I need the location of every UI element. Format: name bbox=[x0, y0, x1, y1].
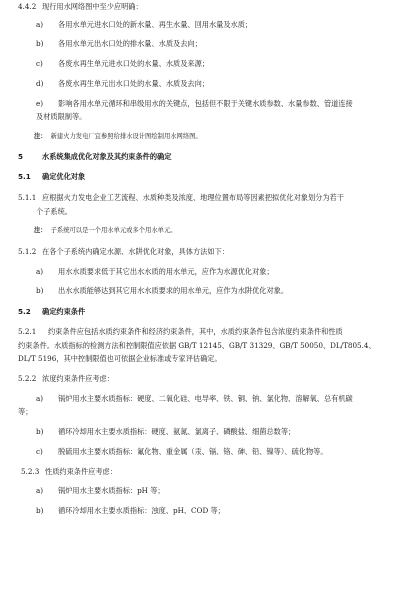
item-label: a) bbox=[36, 266, 44, 276]
section-number: 5 bbox=[18, 151, 24, 161]
clause-5-2-3 bbox=[18, 467, 386, 477]
section-5-heading bbox=[18, 152, 386, 162]
clause-continuation bbox=[18, 207, 386, 217]
item-text: 循环冷却用水主要水质指标：浊度、pH、COD 等； bbox=[58, 505, 225, 515]
clause-number: 5.2.1 bbox=[18, 326, 37, 336]
item-text: 各用水单元出水口处的排水量、水质及去向； bbox=[58, 39, 202, 49]
section-title: 水系统集成优化对象及其约束条件的确定 bbox=[42, 151, 172, 161]
clause-continuation bbox=[18, 354, 386, 364]
item-label: c) bbox=[36, 446, 43, 456]
list-item bbox=[18, 39, 386, 49]
clause-5-1-1 bbox=[18, 193, 386, 203]
clause-4-4-2 bbox=[18, 2, 386, 12]
item-text: 出水水质能够达到其它用水水质要求的用水单元，应作为水阱优化对象。 bbox=[58, 286, 289, 296]
item-label: a) bbox=[36, 393, 44, 403]
list-item bbox=[18, 59, 386, 69]
item-label: b) bbox=[36, 427, 44, 437]
list-item-continuation bbox=[18, 112, 386, 122]
item-label: b) bbox=[36, 39, 44, 49]
note-text: 新建火力发电厂宜参照给排水设计图绘制用水网络图。 bbox=[50, 133, 202, 141]
clause-number: 5.2.2 bbox=[18, 373, 37, 383]
section-5-1-heading bbox=[18, 172, 386, 182]
clause-text: 浓度约束条件应考虑： bbox=[42, 373, 114, 383]
clause-text-cont: 个子系统。 bbox=[36, 206, 72, 216]
note-text: 子系统可以是一个用水单元或多个用水单元。 bbox=[50, 227, 177, 235]
section-number: 5.1 bbox=[18, 172, 31, 182]
list-item bbox=[18, 267, 386, 277]
list-item bbox=[18, 394, 386, 404]
item-text: 各用水单元进水口处的新水量、再生水量、回用水量及水质； bbox=[58, 19, 253, 29]
list-item bbox=[18, 506, 386, 516]
clause-text: 在各个子系统内确定水源、水阱优化对象，具体方法如下： bbox=[42, 246, 229, 256]
section-title: 确定优化对象 bbox=[42, 172, 86, 182]
item-text-cont: 及材质限制等。 bbox=[36, 112, 87, 122]
list-item bbox=[18, 286, 386, 296]
clause-number: 5.2.3 bbox=[21, 466, 40, 476]
item-label: b) bbox=[36, 505, 44, 515]
item-text: 各废水再生单元进水口处的水量、水质及来源； bbox=[58, 59, 209, 69]
item-label: d) bbox=[36, 78, 44, 88]
section-5-2-heading bbox=[18, 307, 386, 317]
item-text: 循环冷却用水主要水质指标：硬度、氨氮、氯离子、磷酸盐、细菌总数等； bbox=[58, 427, 296, 437]
note-key: 注： bbox=[34, 133, 47, 141]
list-item bbox=[18, 447, 386, 457]
item-label: b) bbox=[36, 286, 44, 296]
item-label: a) bbox=[36, 486, 44, 496]
note-key: 注： bbox=[34, 227, 47, 235]
list-item bbox=[18, 486, 386, 496]
note bbox=[18, 227, 386, 236]
clause-text: 应根据火力发电企业工艺流程、水质种类及浓度、地理位置布局等因素把拟优化对象划分为若干 bbox=[42, 192, 344, 202]
section-number: 5.2 bbox=[18, 307, 31, 317]
clause-5-2-2 bbox=[18, 374, 386, 384]
note bbox=[18, 133, 386, 142]
list-item-continuation bbox=[18, 407, 386, 417]
item-text: 锅炉用水主要水质指标：pH 等； bbox=[58, 486, 165, 496]
item-text: 脱硫用水主要水质指标：氟化物、重金属（汞、镉、铬、砷、铅、镍等）、硫化物等。 bbox=[58, 446, 328, 456]
item-label: c) bbox=[36, 59, 43, 69]
item-text: 各废水再生单元出水口处的水量、水质及去向； bbox=[58, 78, 209, 88]
clause-number: 4.4.2 bbox=[18, 2, 37, 11]
item-text-cont: 等； bbox=[18, 407, 33, 417]
clause-number: 5.1.1 bbox=[18, 192, 37, 202]
clause-text-cont: 约束条件。水质指标的检测方法和控制限值应依据 GB/T 12145、GB/T 31329、GB/T 50050、DL/T805.4、 bbox=[18, 340, 376, 350]
list-item bbox=[18, 20, 386, 30]
clause-text: 约束条件应包括水质约束条件和经济约束条件，其中，水质约束条件包含浓度约束条件和性质 bbox=[48, 326, 343, 336]
clause-text-cont: DL/T 5196，其中控制限值也可依据企业标准或专家评估确定。 bbox=[18, 354, 222, 364]
list-item bbox=[18, 79, 386, 89]
section-title: 确定约束条件 bbox=[42, 307, 86, 317]
clause-5-2-1 bbox=[18, 327, 386, 337]
item-label: a) bbox=[36, 19, 44, 29]
item-label: e) bbox=[36, 98, 44, 108]
list-item bbox=[18, 427, 386, 437]
clause-continuation bbox=[18, 341, 386, 351]
item-text: 用水水质要求低于其它出水水质的用水单元，应作为水源优化对象； bbox=[58, 266, 274, 276]
item-text: 影响各用水单元循环和串级用水的关键点，包括但不限于关键水质参数、水量参数、管道连接 bbox=[58, 98, 353, 108]
list-item bbox=[18, 99, 386, 109]
item-text: 锅炉用水主要水质指标：硬度、二氧化硅、电导率、铁、铜、钠、氯化物、溶解氧、总有机碳 bbox=[58, 393, 353, 403]
clause-text: 性质约束条件应考虑： bbox=[45, 466, 117, 476]
clause-5-1-2 bbox=[18, 247, 386, 257]
clause-text: 现行用水网络图中至少应明确： bbox=[42, 2, 143, 11]
clause-number: 5.1.2 bbox=[18, 246, 37, 256]
